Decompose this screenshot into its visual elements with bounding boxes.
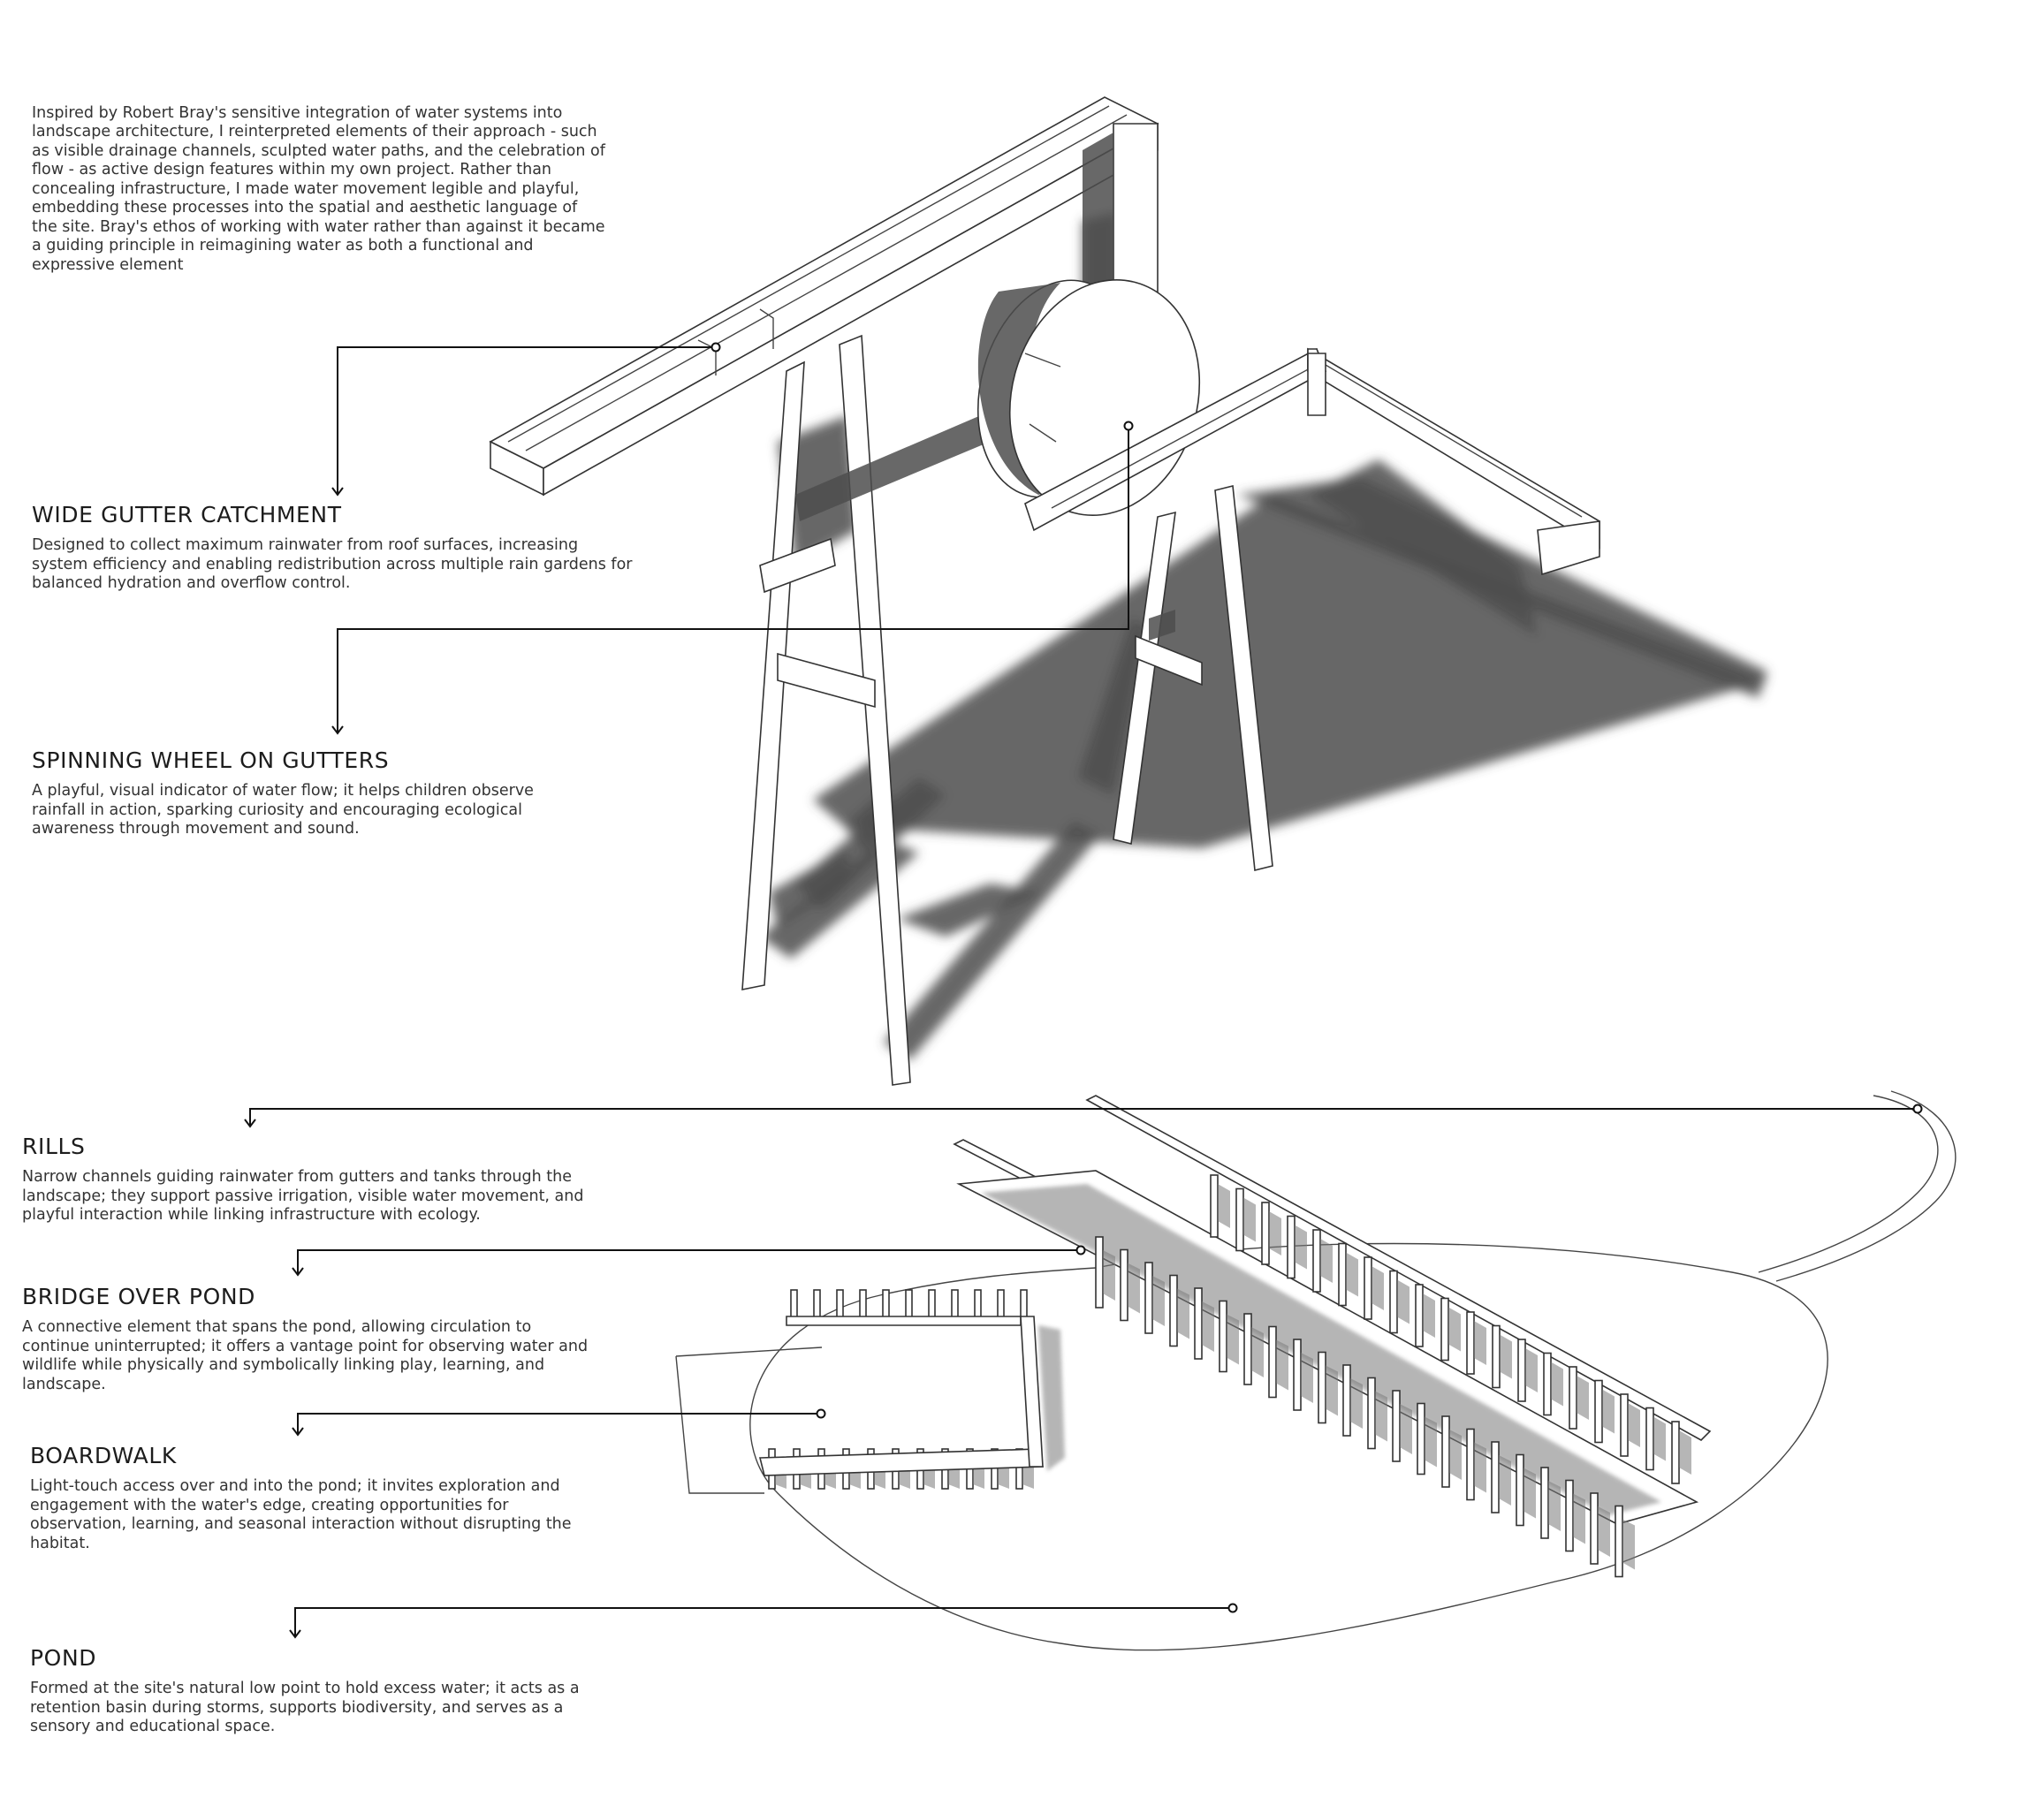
bridge-post	[1313, 1230, 1320, 1292]
bridge-post-shadow	[1573, 1494, 1585, 1544]
bridge-post-shadow	[1551, 1362, 1563, 1407]
bridge-post	[1318, 1353, 1326, 1423]
bridge-post-shadow	[1474, 1443, 1486, 1493]
bridge-post-shadow	[1276, 1340, 1288, 1391]
rill-curve	[1759, 1096, 1938, 1272]
bridge-post-shadow	[1524, 1468, 1536, 1519]
bridge-post	[1417, 1404, 1425, 1475]
label-text: Light-touch access over and into the pond; it invites exploration and engagement with the water's edge, creating opportunities for observation, learning, and seasonal interaction without disrupting the habitat.	[30, 1477, 572, 1552]
bridge-post	[1442, 1416, 1449, 1487]
bridge-post	[1294, 1339, 1301, 1410]
label-text: A playful, visual indicator of water flow; it helps children observe rainfall in action, sparking curiosity and encouraging ecological awareness through movement and sound.	[32, 782, 534, 838]
bridge-post-shadow	[1103, 1250, 1115, 1301]
bridge-post-shadow	[1423, 1293, 1435, 1338]
label-title: BRIDGE OVER POND	[22, 1284, 256, 1309]
bridge-post-shadow	[1400, 1404, 1412, 1454]
bridge-post	[1672, 1422, 1679, 1483]
bridge-post-shadow	[1525, 1348, 1538, 1392]
bridge-post-shadow	[1350, 1378, 1363, 1429]
bridge-post-shadow	[1602, 1390, 1615, 1434]
bridge-post	[1195, 1288, 1202, 1359]
label-text: Designed to collect maximum rainwater from roof surfaces, increasing system efficiency and enabling redistribution across multiple rain gardens for balanced hydration and overflow control.	[32, 536, 633, 592]
label-rills	[22, 1134, 601, 1225]
bridge-post-shadow	[1448, 1308, 1461, 1352]
bridge-post	[1621, 1394, 1628, 1456]
bridge-post	[1492, 1442, 1499, 1513]
bridge-post	[1393, 1391, 1400, 1461]
bridge-post	[1441, 1299, 1448, 1361]
bridge-post-shadow	[1243, 1198, 1256, 1242]
bridge-post	[1516, 1455, 1524, 1526]
bridge-post-shadow	[1251, 1327, 1264, 1377]
bridge-post-shadow	[1474, 1321, 1486, 1365]
label-title: SPINNING WHEEL ON GUTTERS	[32, 747, 390, 773]
bridge-post-shadow	[1628, 1403, 1640, 1447]
label-title: WIDE GUTTER CATCHMENT	[32, 502, 342, 527]
label-text: A connective element that spans the pond, allowing circulation to continue uninterrupted; it offers a vantage point for observing water and wildlife while physically and symbolically linking play, learning, and landscape.	[22, 1318, 589, 1393]
bridge-post-shadow	[1227, 1315, 1239, 1365]
bridge-post-shadow	[1295, 1225, 1307, 1270]
label-title: RILLS	[22, 1134, 86, 1159]
bridge-post	[1467, 1430, 1474, 1500]
bridge-post	[1467, 1312, 1474, 1374]
bridge-post	[1269, 1327, 1276, 1398]
bridge-post-shadow	[1548, 1481, 1561, 1531]
label-pond	[30, 1645, 618, 1737]
bridge-post-shadow	[1375, 1392, 1387, 1442]
bridge-post-shadow	[1425, 1417, 1437, 1468]
bridge-post	[1566, 1481, 1573, 1551]
bridge-post	[1518, 1339, 1525, 1401]
bridge-post	[1569, 1367, 1577, 1429]
bridge-post	[1591, 1493, 1598, 1564]
bridge-post-shadow	[1320, 1239, 1333, 1283]
bridge-post-shadow	[1269, 1211, 1281, 1255]
bridge-post	[1145, 1263, 1152, 1333]
bridge-post-shadow	[1598, 1506, 1610, 1557]
bridge-post-shadow	[1218, 1184, 1230, 1228]
bridge-post-shadow	[1346, 1253, 1358, 1297]
label-spinning-wheel	[32, 747, 589, 839]
bridge-post-shadow	[1622, 1520, 1635, 1570]
bridge-post-shadow	[1128, 1263, 1140, 1314]
label-bridge	[22, 1284, 601, 1394]
bridge-post	[1244, 1314, 1251, 1384]
bridge-post	[1595, 1381, 1602, 1443]
bridge-post-shadow	[1372, 1266, 1384, 1310]
bridge-post	[1096, 1237, 1103, 1308]
bridge-post-shadow	[1679, 1430, 1691, 1475]
bridge-post	[1544, 1354, 1551, 1415]
bridge-post-shadow	[1577, 1376, 1589, 1420]
bridge-post	[1170, 1276, 1177, 1346]
label-title: POND	[30, 1645, 97, 1671]
bridge-post-shadow	[1202, 1301, 1214, 1352]
label-title: BOARDWALK	[30, 1443, 177, 1468]
bridge-post	[1343, 1365, 1350, 1436]
bridge-post	[1220, 1301, 1227, 1372]
bridge-post	[1390, 1271, 1397, 1333]
bridge-post-shadow	[1301, 1353, 1313, 1403]
bridge-post	[1416, 1285, 1423, 1346]
label-boardwalk	[30, 1443, 596, 1553]
bridge-post-shadow	[1449, 1430, 1462, 1480]
bridge-post	[1339, 1244, 1346, 1306]
pond-structure	[676, 1091, 1956, 1650]
bridge-post-shadow	[1152, 1276, 1165, 1326]
bridge-post	[1615, 1506, 1622, 1577]
structure-shadow	[760, 212, 1767, 1060]
bridge-post	[1368, 1378, 1375, 1449]
bridge-post-shadow	[1397, 1280, 1410, 1324]
bridge-post	[1646, 1408, 1653, 1470]
bridge-post-shadow	[1177, 1289, 1189, 1339]
bridge-post	[1211, 1175, 1218, 1237]
bridge-post	[1288, 1217, 1295, 1278]
bridge-post	[1364, 1257, 1372, 1319]
bridge-post	[1262, 1202, 1269, 1264]
bridge-post	[1541, 1468, 1548, 1538]
bridge-post-shadow	[1499, 1455, 1511, 1506]
label-text: Narrow channels guiding rainwater from gutters and tanks through the landscape; they support passive irrigation, visible water movement, and playful interaction while linking infrastructure with ecology.	[22, 1168, 584, 1224]
intro-paragraph: Inspired by Robert Bray's sensitive integration of water systems into landscape architecture, I reinterpreted elements of their approach - such as visible drainage channels, sculpted water paths, and the celebration of flow - as active design features within my own project. Rather than concealing infrastructure, I made water movement legible and playful, embedding these processes into the spatial and aesthetic language of the site. Bray's ethos of working with water rather than against it became a guiding principle in reimagining water as both a functional and expressive element	[32, 103, 605, 274]
bridge-post	[1493, 1326, 1500, 1388]
bridge-post-shadow	[1500, 1335, 1512, 1379]
bridge-post-shadow	[1653, 1417, 1666, 1461]
bridge-post-shadow	[1326, 1366, 1338, 1416]
label-wide-gutter	[32, 502, 633, 594]
label-text: Formed at the site's natural low point to hold excess water; it acts as a retention basin during storms, supports biodiversity, and serves as a sensory and educational space.	[30, 1680, 580, 1735]
bridge-post	[1121, 1250, 1128, 1321]
bridge-post	[1236, 1189, 1243, 1251]
